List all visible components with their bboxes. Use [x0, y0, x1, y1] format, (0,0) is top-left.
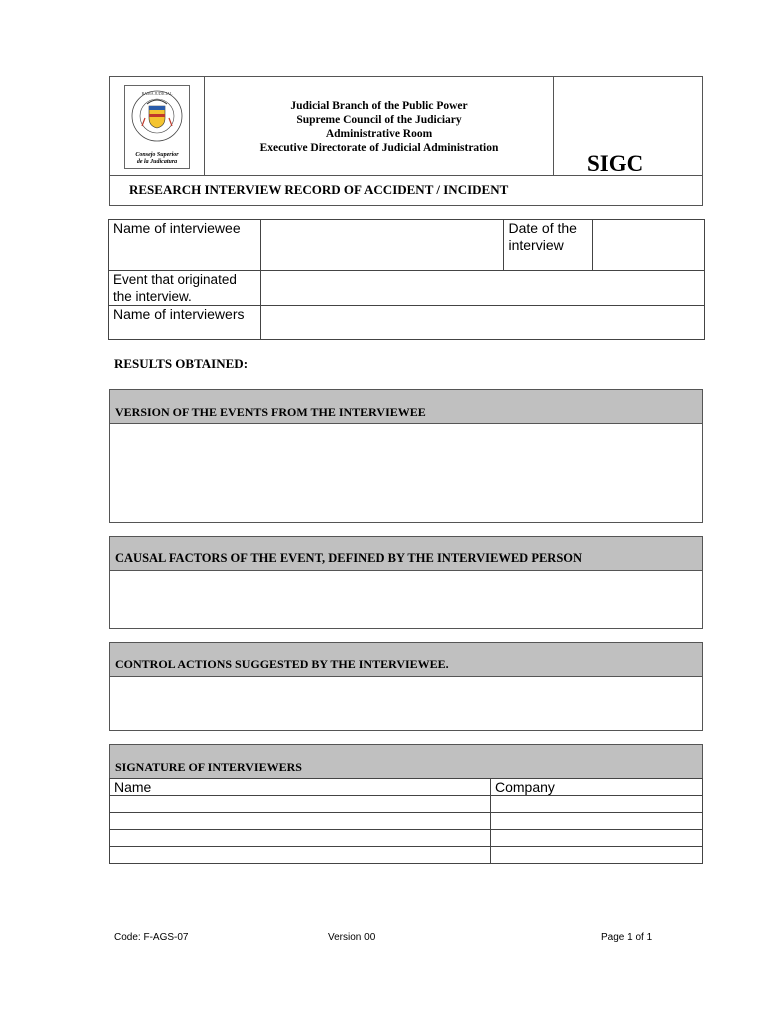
signature-name-cell[interactable]: [110, 830, 491, 847]
signature-company-header: Company: [491, 779, 703, 796]
logo: [124, 85, 190, 169]
form-title: RESEARCH INTERVIEW RECORD OF ACCIDENT / INCIDENT: [110, 175, 702, 205]
signature-section-header: SIGNATURE OF INTERVIEWERS: [109, 744, 703, 779]
signature-name-cell[interactable]: [110, 847, 491, 864]
org-line-1: Judicial Branch of the Public Power: [290, 100, 468, 112]
signature-company-cell[interactable]: [491, 813, 703, 830]
signature-company-cell[interactable]: [491, 796, 703, 813]
results-heading: RESULTS OBTAINED:: [114, 356, 249, 371]
event-label: Event that originated the interview.: [109, 271, 261, 306]
system-name: SIGC: [587, 151, 644, 176]
table-row: [110, 796, 703, 813]
interview-date-label: Date of the interview: [504, 220, 593, 271]
causal-section-body[interactable]: [109, 571, 703, 629]
signature-name-cell[interactable]: [110, 796, 491, 813]
interviewee-label: Name of interviewee: [109, 220, 261, 271]
signature-name-header: Name: [110, 779, 491, 796]
org-line-4: Executive Directorate of Judicial Administration: [259, 142, 499, 154]
footer-page: Page 1 of 1: [601, 932, 653, 943]
version-section-body[interactable]: [109, 424, 703, 523]
form-header: [109, 76, 703, 206]
signature-company-cell[interactable]: [491, 847, 703, 864]
signature-name-cell[interactable]: [110, 813, 491, 830]
logo-caption-line2: de la Judicatura: [136, 159, 178, 165]
interviewers-field[interactable]: [261, 306, 705, 340]
table-row: [110, 813, 703, 830]
causal-section-header: CAUSAL FACTORS OF THE EVENT, DEFINED BY THE INTERVIEWED PERSON: [109, 536, 703, 571]
table-row: [110, 830, 703, 847]
control-section-header: CONTROL ACTIONS SUGGESTED BY THE INTERVIEWEE.: [109, 642, 703, 677]
org-line-3: Administrative Room: [325, 128, 433, 140]
footer-version: Version 00: [328, 932, 376, 943]
signature-company-cell[interactable]: [491, 830, 703, 847]
colombian-coat-of-arms-icon: [125, 86, 189, 168]
logo-caption-line1: Consejo Superior: [135, 152, 179, 158]
system-cell: [554, 77, 702, 175]
interviewers-label: Name of interviewers: [109, 306, 261, 340]
interview-date-field[interactable]: [593, 220, 705, 271]
version-section-header: VERSION OF THE EVENTS FROM THE INTERVIEWEE: [109, 389, 703, 424]
table-row: [110, 847, 703, 864]
footer-code: Code: F-AGS-07: [114, 932, 189, 943]
interviewee-field[interactable]: [261, 220, 504, 271]
event-field[interactable]: [261, 271, 705, 306]
organization-block: [205, 77, 554, 175]
org-line-2: Supreme Council of the Judiciary: [296, 114, 462, 126]
interview-info-table: [108, 219, 705, 340]
logo-arc-text: RAMA JUDICIAL: [141, 91, 173, 96]
signature-table: [109, 778, 703, 864]
logo-cell: [110, 77, 205, 175]
control-section-body[interactable]: [109, 677, 703, 731]
